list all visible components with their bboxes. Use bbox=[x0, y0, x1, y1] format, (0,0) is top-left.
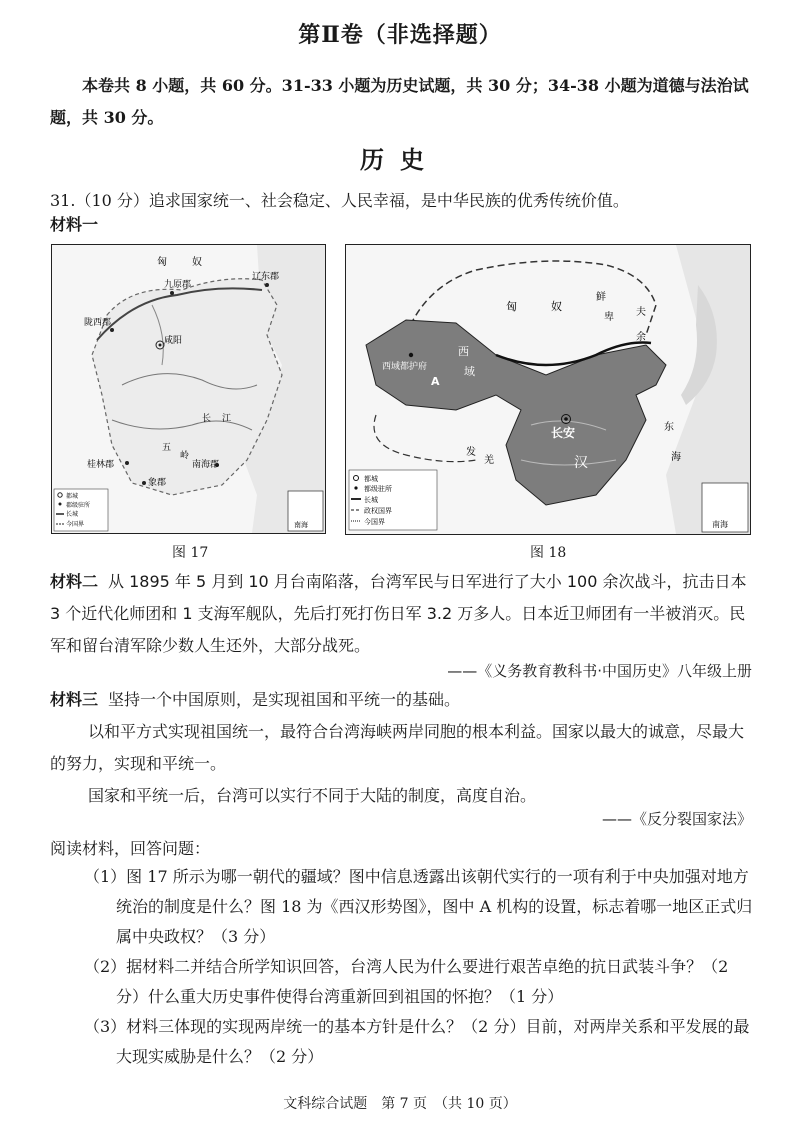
map17-label-chang: 长 bbox=[202, 414, 212, 424]
map18-label-a: A bbox=[431, 375, 440, 388]
map17-legend-capital: 都城 bbox=[66, 493, 79, 500]
map18-label-hai: 海 bbox=[671, 452, 681, 463]
map17-label-liaodong: 辽东郡 bbox=[252, 272, 280, 282]
map18-label-nu: 奴 bbox=[551, 300, 562, 313]
map18-label-protectorate: 西域都护府 bbox=[382, 362, 428, 372]
material-3-source: ——《反分裂国家法》 bbox=[601, 810, 752, 828]
map17-legend-county: 郡级驻所 bbox=[66, 502, 91, 509]
material-2-text: 从 1895 年 5 月到 10 月台南陷落，台湾军民与日军进行了大小 100 余次战斗，抗击日本 3 个近代化师团和 1 支海军舰队，先后打死打伤日军 3.2 万多人。日本近卫师团有一半被消灭。民军和留台清军除少数人生还外，大部分战死。 bbox=[50, 572, 747, 655]
map18-label-xian: 鲜 bbox=[596, 292, 606, 303]
map18-legend-wall: 长城 bbox=[364, 496, 378, 504]
material-3 bbox=[50, 684, 755, 812]
map17-legend-border: 今国界 bbox=[66, 521, 85, 528]
map18-label-changan: 长安 bbox=[551, 426, 576, 440]
map18-inset-label: 南海 bbox=[712, 520, 728, 529]
map18-legend-capital: 都城 bbox=[364, 475, 378, 483]
map18-legend-border: 今国界 bbox=[364, 518, 385, 526]
map18-label-fu: 夫 bbox=[636, 307, 646, 318]
material-3-p3: 国家和平统一后，台湾可以实行不同于大陆的制度，高度自治。 bbox=[88, 786, 537, 805]
map17-label-nu: 奴 bbox=[192, 257, 202, 268]
map17-label-xiang: 象郡 bbox=[148, 478, 167, 488]
map-18-western-han bbox=[345, 244, 751, 535]
sub-questions bbox=[84, 862, 754, 1072]
map18-label-xiong: 匈 bbox=[506, 300, 517, 313]
map18-label-dong: 东 bbox=[664, 422, 674, 433]
read-prompt: 阅读材料，回答问题： bbox=[50, 839, 211, 858]
sub-question-1: （1）图 17 所示为哪一朝代的疆域？图中信息透露出该朝代实行的一项有利于中央加强对地方统治的制度是什么？图 18 为《西汉形势图》，图中 A 机构的设置，标志着哪一地区正式归属中央政权？（3 分） bbox=[84, 867, 753, 946]
map18-label-yuregion: 域 bbox=[464, 365, 475, 378]
map18-legend-seat: 都级驻所 bbox=[364, 485, 392, 493]
material-1-label: 材料一 bbox=[50, 215, 99, 234]
map18-label-han: 汉 bbox=[574, 455, 588, 471]
map18-label-qiang: 羌 bbox=[484, 455, 494, 466]
map17-label-jiuyuan: 九原郡 bbox=[164, 280, 192, 290]
map17-label-wu: 五 bbox=[162, 443, 172, 453]
map17-label-xianyang: 咸阳 bbox=[164, 336, 183, 346]
map17-legend-wall: 长城 bbox=[66, 511, 79, 518]
map17-label-nanhai: 南海郡 bbox=[192, 460, 220, 470]
section-intro: 本卷共 8 小题，共 60 分。31-33 小题为历史试题，共 30 分；34-38 小题为道德与法治试题，共 30 分。 bbox=[50, 76, 749, 127]
map18-label-bei: 卑 bbox=[604, 312, 614, 323]
map17-label-jiang: 江 bbox=[222, 414, 232, 424]
map18-label-yu: 余 bbox=[636, 332, 646, 343]
map-17-qin-territory bbox=[51, 244, 326, 534]
material-2 bbox=[50, 566, 755, 662]
material-3-label: 材料三 bbox=[50, 690, 99, 709]
map17-label-guilin: 桂林郡 bbox=[87, 460, 115, 470]
material-2-label: 材料二 bbox=[50, 572, 99, 591]
sub-question-2: （2）据材料二并结合所学知识回答，台湾人民为什么要进行艰苦卓绝的抗日武装斗争？（2 分）什么重大历史事件使得台湾重新回到祖国的怀抱？（1 分） bbox=[84, 957, 729, 1006]
map18-label-xi: 西 bbox=[458, 345, 469, 358]
map17-label-ling: 岭 bbox=[180, 451, 190, 461]
map18-label-fa: 发 bbox=[466, 447, 476, 458]
material-2-source: ——《义务教育教科书·中国历史》八年级上册 bbox=[447, 662, 752, 680]
subject-heading: 历史 bbox=[360, 145, 440, 174]
question-31-stem: 31.（10 分）追求国家统一、社会稳定、人民幸福，是中华民族的优秀传统价值。 bbox=[50, 191, 629, 210]
map18-legend-regime: 政权国界 bbox=[364, 507, 392, 515]
map17-inset-label: 南海 bbox=[294, 521, 308, 529]
material-3-p1-row bbox=[50, 684, 755, 716]
material-3-p2: 以和平方式实现祖国统一，最符合台湾海峡两岸同胞的根本利益。国家以最大的诚意，尽最大的努力，实现和平统一。 bbox=[50, 722, 745, 773]
sub-question-3: （3）材料三体现的实现两岸统一的基本方针是什么？（2 分）目前，对两岸关系和平发展的最大现实威胁是什么？（2 分） bbox=[84, 1017, 750, 1066]
page-footer: 文科综合试题 第 7 页 （共 10 页） bbox=[283, 1096, 517, 1112]
figure-17-caption: 图 17 bbox=[172, 545, 209, 561]
figure-18-caption: 图 18 bbox=[530, 545, 567, 561]
map17-label-xiong: 匈 bbox=[157, 257, 167, 268]
material-3-p1: 坚持一个中国原则，是实现祖国和平统一的基础。 bbox=[108, 690, 461, 709]
map17-label-longxi: 陇西郡 bbox=[84, 318, 112, 328]
part-title: 第Ⅱ卷（非选择题） bbox=[298, 22, 502, 48]
